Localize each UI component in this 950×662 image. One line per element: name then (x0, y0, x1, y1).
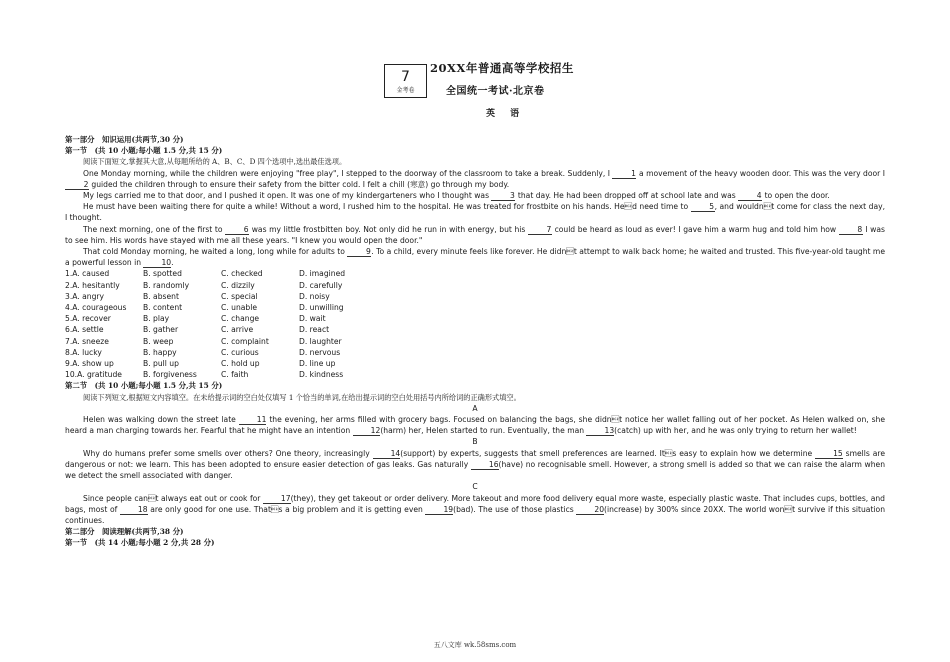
answer-blank: 12 (353, 426, 381, 436)
part1-section2-heading: 第二节 (共 10 小题;每小题 1.5 分,共 15 分) (65, 381, 223, 391)
option-row (65, 313, 345, 324)
option-cell: D. kindness (299, 370, 344, 380)
option-row (65, 336, 345, 347)
option-cell: D. react (299, 325, 330, 335)
passage-text: could be heard as loud as ever! I gave him a warm hug and told him how (551, 224, 839, 234)
passage-text: (have) no recognisable smell. However, a strong smell is added so that we can raise the alarm when we detect the smell associated with danger. (65, 459, 886, 481)
passage-text: guided the children through to ensure their safety from the bitter cold. I felt a chill (寒意) go through my body. (89, 179, 510, 189)
option-cell: B. forgiveness (143, 370, 197, 380)
option-cell: D. wait (299, 314, 326, 324)
option-cell: B. absent (143, 291, 179, 301)
passage-text: That cold Monday morning, he waited a long, long while for adults to (83, 247, 348, 257)
option-cell: C. arrive (221, 325, 254, 335)
option-cell: 1.A. caused (65, 269, 110, 279)
footer-watermark: 五八文库 wk.58sms.com (433, 641, 517, 649)
answer-blank: 14 (373, 449, 401, 459)
answer-blank: 8 (839, 225, 863, 235)
paper-tag: 金考卷 (396, 87, 415, 94)
answer-blank: 16 (471, 460, 499, 470)
answer-blank: 19 (425, 505, 453, 515)
passage-text: smells are dangerous or not: we learn. This has been adopted to ensure easier detection of gas leaks. Gas naturally (65, 448, 885, 469)
part1-section1-instruction: 阅读下面短文,掌握其大意,从每题所给的 A、B、C、D 四个选项中,选出最佳选项。 (83, 157, 347, 167)
exam-subject: 英 语 (486, 109, 526, 119)
passage-text: Helen was walking down the street late (83, 415, 239, 425)
passage-text: (support) by experts, suggests that smell preferences are learned. Its easy to explain how we determine (400, 448, 816, 458)
exam-content (65, 134, 885, 549)
option-cell: C. unable (221, 303, 258, 313)
paper-number-box (384, 64, 427, 98)
option-row (65, 324, 345, 335)
answer-blank: 1 (612, 169, 636, 179)
option-cell: D. nervous (299, 347, 341, 357)
passage-text: The next morning, one of the first to (83, 224, 226, 234)
passage-text: (harm) her, Helen started to run. Eventually, the man (380, 426, 587, 436)
passage-text: (bad). The use of those plastics (453, 504, 577, 514)
option-cell: B. randomly (143, 280, 190, 290)
option-cell: B. happy (143, 347, 177, 357)
exam-header (0, 60, 950, 120)
cloze-passage (65, 168, 885, 269)
passage-text: was my little frostbitten boy. Not only did he run in with energy, but his (249, 224, 528, 234)
answer-blank: 3 (491, 191, 515, 201)
passage-text: Why do humans prefer some smells over others? One theory, increasingly (83, 448, 373, 458)
passage-label: C (472, 482, 478, 492)
answer-blank: 10 (143, 258, 171, 268)
option-cell: C. change (221, 314, 260, 324)
option-cell: C. checked (221, 269, 263, 279)
part2-section1-heading: 第一节 (共 14 小题;每小题 2 分,共 28 分) (65, 538, 215, 548)
part1-section1-heading: 第一节 (共 10 小题;每小题 1.5 分,共 15 分) (65, 146, 223, 156)
option-cell: B. spotted (143, 269, 182, 279)
option-cell: C. dizzily (221, 280, 255, 290)
paper-number: 7 (401, 69, 410, 85)
option-cell: C. complaint (221, 336, 269, 346)
cloze-paragraph (65, 201, 885, 223)
answer-blank: 7 (528, 225, 552, 235)
exam-subtitle: 全国统一考试·北京卷 (446, 86, 545, 97)
option-cell: B. weep (143, 336, 174, 346)
option-cell: 2.A. hesitantly (65, 280, 120, 290)
cloze-paragraph (65, 190, 885, 201)
option-cell: 9.A. show up (65, 359, 114, 369)
answer-blank: 13 (586, 426, 614, 436)
passage-label: A (472, 403, 478, 413)
passage-text: Since people cant always eat out or cook for (83, 493, 263, 503)
part1-section2-instruction: 阅读下列短文,根据短文内容填空。在未给提示词的空白处仅填写 1 个恰当的单词,在给出提示词的空白处用括号内所给词的正确形式填空。 (83, 392, 521, 402)
passage-text: to open the door. (762, 191, 830, 201)
option-cell: C. faith (221, 370, 249, 380)
passage-text: (catch) up with her, and he was only trying to return her wallet! (614, 426, 857, 436)
answer-blank: 17 (263, 494, 291, 504)
part2-heading: 第二部分 阅读理解(共两节,38 分) (65, 527, 184, 537)
fill-paragraph (65, 414, 885, 436)
option-cell: D. noisy (299, 291, 330, 301)
answer-blank: 20 (576, 505, 604, 515)
option-cell: D. laughter (299, 336, 342, 346)
answer-blank: 9 (347, 247, 371, 257)
option-row (65, 268, 345, 279)
passage-text: , and wouldnt come for class the next day, I thought. (65, 202, 886, 223)
passage-text: (increase) by 300% since 20XX. The world wont survive if this situation continues. (65, 504, 886, 525)
passage-text: a movement of the heavy wooden door. This was the very door I (636, 168, 885, 178)
cloze-paragraph (65, 224, 885, 246)
passage-text: that day. He had been dropped off at school late and was (515, 191, 739, 201)
option-cell: C. hold up (221, 359, 260, 369)
passage-text: . (171, 258, 174, 268)
exam-title: 20XX年普通高等学校招生 (430, 61, 574, 75)
cloze-paragraph (65, 246, 885, 268)
passage-label: B (472, 437, 478, 447)
option-cell: D. unwilling (299, 303, 344, 313)
answer-blank: 18 (120, 505, 148, 515)
answer-blank: 6 (225, 225, 249, 235)
fill-paragraph (65, 493, 885, 527)
option-row (65, 302, 345, 313)
cloze-paragraph (65, 168, 885, 190)
fill-paragraph (65, 448, 885, 482)
passage-text: One Monday morning, while the children were enjoying "free play", I stepped to the doorway of the classroom to take a break. Suddenly, I (83, 168, 613, 178)
option-cell: 4.A. courageous (65, 303, 127, 313)
option-row (65, 280, 345, 291)
option-cell: 7.A. sneeze (65, 336, 109, 346)
answer-blank: 11 (239, 415, 267, 425)
option-cell: D. imagined (299, 269, 346, 279)
option-cell: C. special (221, 291, 258, 301)
option-cell: C. curious (221, 347, 259, 357)
option-cell: B. content (143, 303, 183, 313)
passage-text: (they), they get takeout or order delivery. More takeout and more food delivery equal more waste, especially plastic waste. That includes cups, bottles, and bags, most of (65, 493, 885, 514)
answer-blank: 15 (815, 449, 843, 459)
passage-text: My legs carried me to that door, and I pushed it open. It was one of my kindergarteners who I thought was (83, 191, 492, 201)
fill-in-passages (65, 403, 885, 526)
answer-blank: 5 (691, 202, 715, 212)
passage-text: the evening, her arms filled with grocery bags. Focused on balancing the bags, she didnt notice her wallet falling out of her pocket. As Helen walked on, she heard a man charging towards her. Fearful that he might have an intention (65, 415, 886, 436)
option-cell: 3.A. angry (65, 291, 105, 301)
option-cell: B. gather (143, 325, 179, 335)
option-cell: D. carefully (299, 280, 343, 290)
option-cell: 6.A. settle (65, 325, 104, 335)
option-cell: B. play (143, 314, 170, 324)
passage-text: I was to see him. His words have stayed with me all these years. "I knew you would open the door." (65, 224, 885, 245)
passage-text: He must have been waiting there for quite a while! Without a word, I rushed him to the hospital. He was treated for frostbite on his hands. Hed need time to (83, 202, 691, 212)
option-row (65, 291, 345, 302)
option-row (65, 369, 345, 380)
options-table (65, 268, 345, 380)
answer-blank: 4 (738, 191, 762, 201)
option-cell: 5.A. recover (65, 314, 111, 324)
option-cell: D. line up (299, 359, 336, 369)
passage-text: . To a child, every minute feels like forever. He didnt attempt to walk back home; he waited and trusted. This five-year-old taught me a powerful lesson in (65, 247, 885, 268)
passage-text: are only good for one use. Thats a big problem and it is getting even (147, 504, 426, 514)
option-cell: 8.A. lucky (65, 347, 102, 357)
answer-blank: 2 (65, 180, 89, 190)
option-cell: B. pull up (143, 359, 179, 369)
option-row (65, 347, 345, 358)
option-row (65, 358, 345, 369)
part1-heading: 第一部分 知识运用(共两节,30 分) (65, 135, 184, 144)
option-cell: 10.A. gratitude (65, 370, 122, 380)
